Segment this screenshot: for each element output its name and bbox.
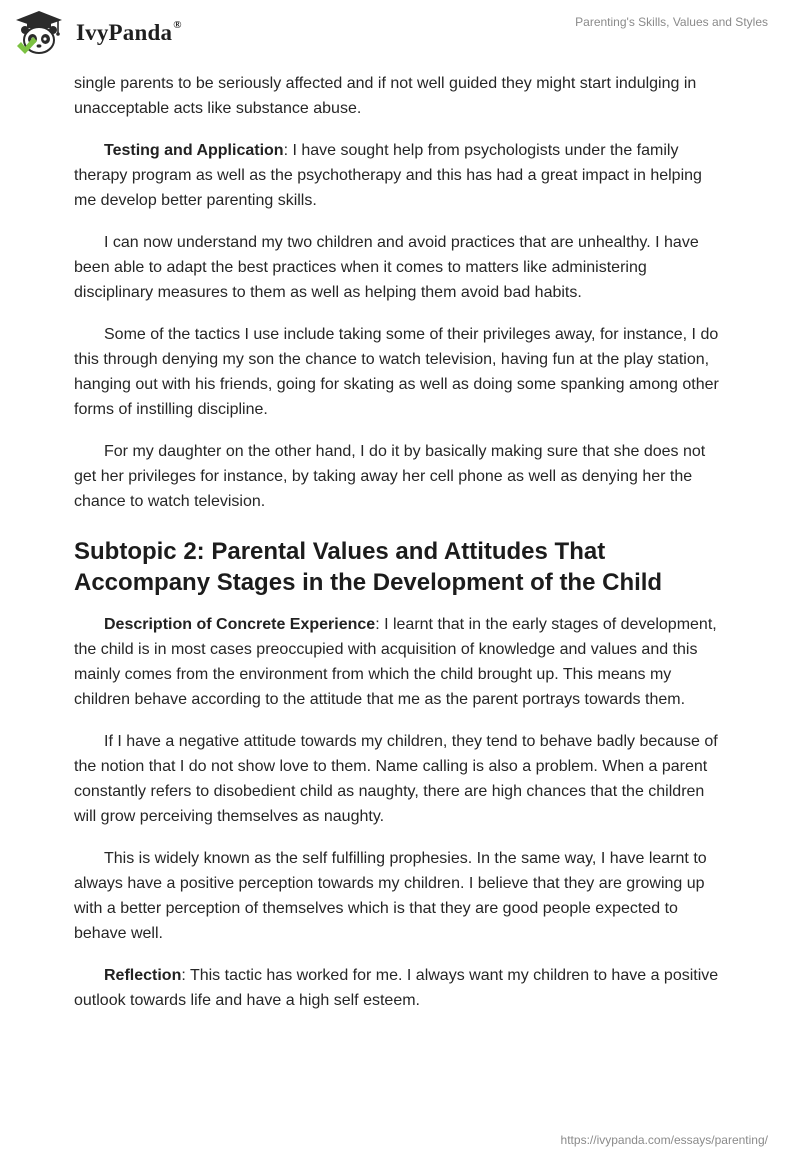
paragraph-continuation: single parents to be seriously affected and if not well guided they might start indulging in unacceptable acts like substance abuse. — [74, 75, 697, 117]
paragraph-label: Reflection — [104, 967, 182, 984]
paragraph-concrete-experience — [74, 612, 728, 712]
paragraph-reflection — [74, 963, 728, 1013]
paragraph: If I have a negative attitude towards my children, they tend to behave badly because of the notion that I do not show love to them. Name calling is also a problem. When a parent constantly refers to disobedient child as naughty, there are high chances that the children will grow perceiving themselves as naughty. — [74, 733, 718, 825]
paragraph-text: : I have sought help from psychologists under the family therapy program as well as the psychotherapy and this has had a great impact in helping me develop better parenting skills. — [74, 142, 702, 209]
paragraph-text: : This tactic has worked for me. I always want my children to have a positive outlook towards life and have a high self esteem. — [74, 967, 719, 1009]
paragraph: For my daughter on the other hand, I do it by basically making sure that she does not get her privileges for instance, by taking away her cell phone as well as denying her the chance to watch television. — [74, 443, 706, 510]
source-url[interactable]: https://ivypanda.com/essays/parenting/ — [560, 1133, 768, 1147]
paragraph-label: Testing and Application — [104, 142, 284, 159]
paragraph-testing-application — [74, 138, 728, 213]
essay-content — [74, 71, 728, 1030]
brand-name[interactable]: IvyPanda® — [76, 19, 182, 45]
page-header — [0, 0, 800, 64]
panda-graduate-icon[interactable] — [14, 9, 64, 57]
paragraph: This is widely known as the self fulfilling prophesies. In the same way, I have learnt to always have a positive perception towards my children. I believe that they are growing up with a better perception of themselves which is that they are good people expected to behave well. — [74, 850, 707, 942]
paragraph-text: : I learnt that in the early stages of development, the child is in most cases preoccupied with acquisition of knowledge and values and this mainly comes from the environment from which the child brought up. This means my children behave according to the attitude that me as the parent portrays towards them. — [74, 616, 717, 708]
section-heading: Subtopic 2: Parental Values and Attitudes That Accompany Stages in the Development of the Child — [74, 538, 663, 596]
registered-mark: ® — [173, 19, 182, 32]
document-title: Parenting's Skills, Values and Styles — [575, 15, 768, 29]
paragraph: Some of the tactics I use include taking some of their privileges away, for instance, I do this through denying my son the chance to watch television, having fun at the play station, hanging out with his friends, going for skating as well as doing some spanking among other forms of instilling discipline. — [74, 326, 719, 418]
paragraph-label: Description of Concrete Experience — [104, 616, 376, 633]
paragraph: I can now understand my two children and avoid practices that are unhealthy. I have been able to adapt the best practices when it comes to matters like administering disciplinary measures to them as well as helping them avoid bad habits. — [74, 234, 699, 301]
